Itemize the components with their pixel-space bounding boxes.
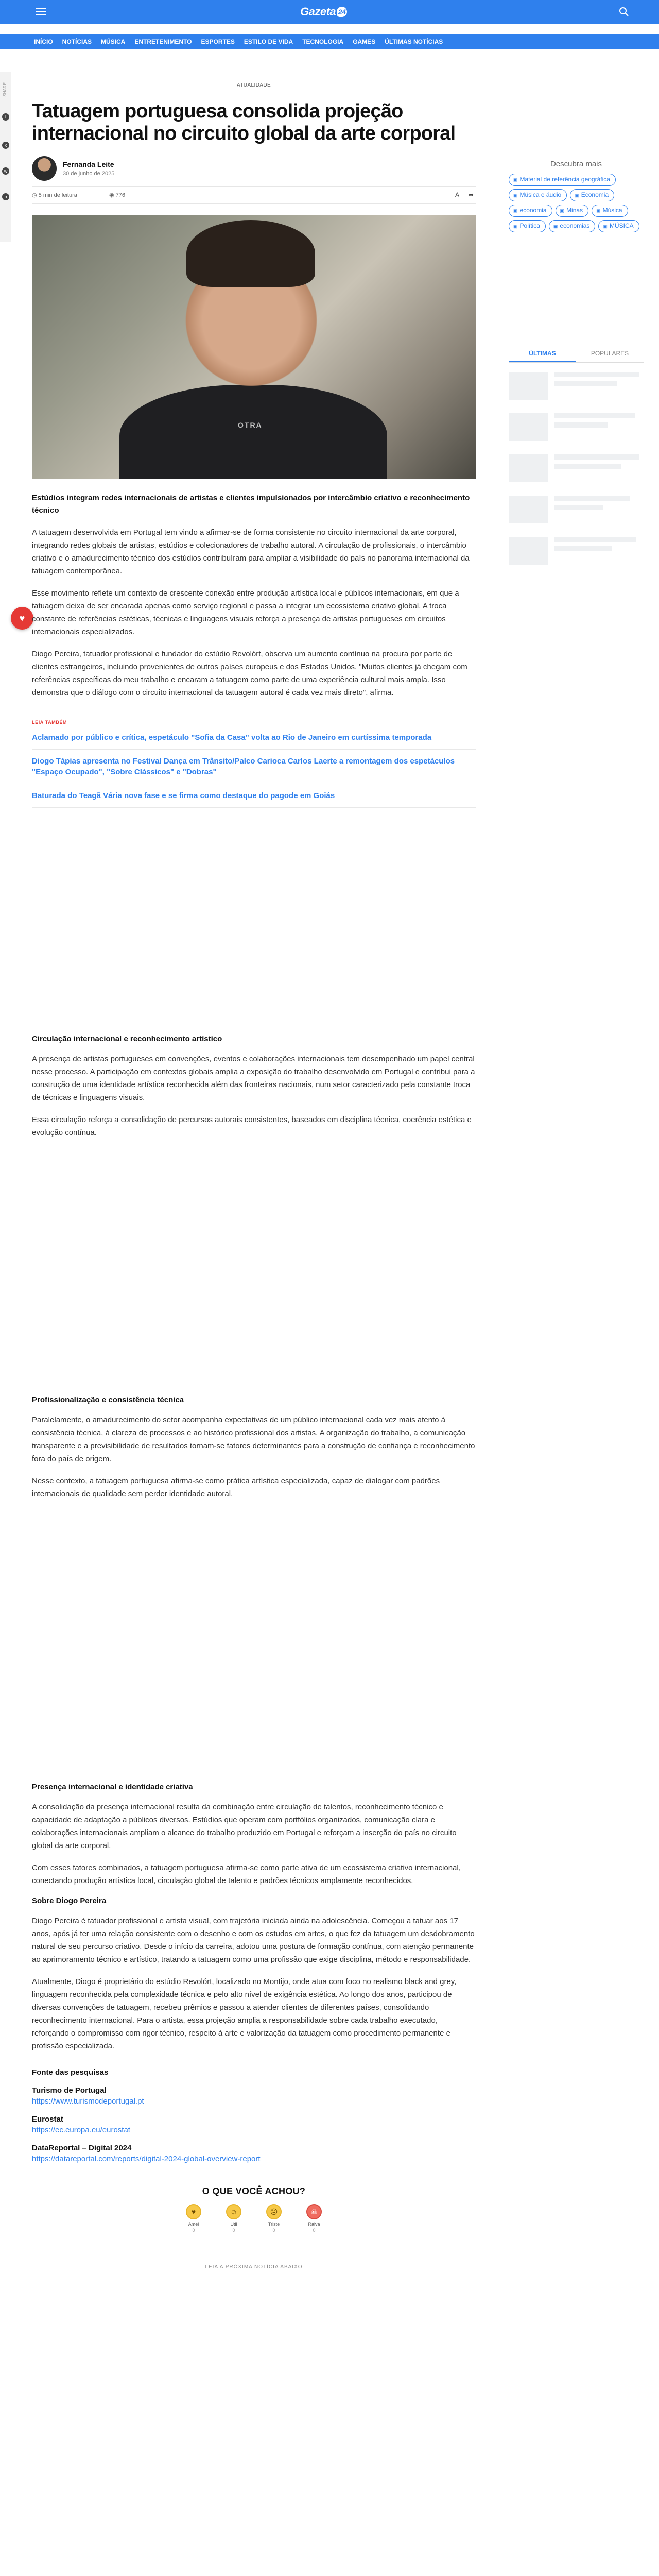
list-item-placeholder bbox=[509, 413, 644, 441]
sad-emoji-icon: ☹ bbox=[266, 2204, 282, 2219]
paragraph: A presença de artistas portugueses em convenções, eventos e colaborações internacionais tem desempenhado um papel central nesse processo. A participação em contextos globais amplia a exposição do trabalho desenvolvido em Portugal e contribui para a construção de uma identidade artística reconhecida além das fronteiras nacionais, num setor caracterizado pela constante troca de técnicas e linguagens visuais. bbox=[32, 1055, 475, 1102]
source-url[interactable]: https://www.turismodeportugal.pt bbox=[32, 2097, 144, 2106]
article-meta bbox=[32, 186, 476, 204]
topic-chip[interactable]: ▣ Economia bbox=[570, 189, 614, 201]
font-size-icon[interactable]: A bbox=[455, 191, 460, 198]
reaction-label: Raiva bbox=[308, 2222, 320, 2227]
topic-chip[interactable]: ▣ Política bbox=[509, 220, 546, 232]
publish-date: 30 de junho de 2025 bbox=[63, 171, 115, 177]
nav-tecnologia[interactable]: TECNOLOGIA bbox=[302, 38, 344, 45]
list-item-placeholder bbox=[509, 537, 644, 565]
author-name[interactable]: Fernanda Leite bbox=[63, 160, 114, 168]
next-article-divider bbox=[32, 2262, 476, 2272]
sidebar bbox=[509, 103, 644, 578]
reactions bbox=[32, 2204, 476, 2233]
facebook-icon[interactable]: f bbox=[2, 113, 9, 121]
list-item-placeholder bbox=[509, 496, 644, 523]
reaction-label: Triste bbox=[268, 2222, 280, 2227]
paragraph: Esse movimento reflete um contexto de crescente conexão entre produção artística local e públicos internacionais, em que a tatuagem deixa de ser encarada apenas como serviço regional e passa a integrar um ecossistema criativo global. A troca constante de referências estéticas, técnicas e linguagens visuais reforça a presença de artistas portugueses em circuitos internacionais especializados. bbox=[32, 589, 459, 636]
related-label: LEIA TAMBÉM bbox=[32, 720, 67, 725]
top-header bbox=[0, 0, 659, 24]
topic-chip[interactable]: ▣ Material de referência geográfica bbox=[509, 174, 616, 186]
topic-chip[interactable]: ▣ Minas bbox=[556, 205, 589, 217]
hamburger-menu-icon[interactable] bbox=[36, 6, 48, 18]
sidebar-list-loading bbox=[509, 372, 644, 565]
share-icon[interactable]: ➦ bbox=[469, 191, 474, 198]
tab-latest[interactable]: ÚLTIMAS bbox=[509, 346, 576, 362]
tab-popular[interactable]: POPULARES bbox=[591, 350, 629, 357]
related-link[interactable]: Aclamado por público e crítica, espetáculo "Sofia da Casa" volta ao Rio de Janeiro em curtíssima temporada bbox=[32, 732, 476, 750]
source-name: Turismo de Portugal bbox=[32, 2086, 107, 2095]
topics-title: Descubra mais bbox=[550, 160, 602, 168]
clock-icon: ◷ bbox=[32, 192, 39, 198]
paragraph: Diogo Pereira, tatuador profissional e fundador do estúdio Revolórt, observa um aumento contínuo na procura por parte de clientes estrangeiros, incluindo provenientes de outros países europeus e dos Estados Unidos. "Muitos clientes já chegam com referências específicas do meu trabalho e encaram a tatuagem como parte de uma experiência cultural mais ampla. Isso demonstra que o diálogo com o circuito internacional da tatuagem autoral é cada vez mais direto", afirma. bbox=[32, 650, 467, 697]
section-heading: Presença internacional e identidade criativa bbox=[32, 1783, 193, 1791]
article-title: Tatuagem portuguesa consolida projeção internacional no circuito global da arte corporal bbox=[32, 100, 456, 144]
reaction-count: 0 bbox=[272, 2228, 275, 2233]
sidebar-tabs bbox=[509, 346, 644, 363]
topic-chip[interactable]: ▣ Música bbox=[592, 205, 628, 217]
sources bbox=[32, 2068, 476, 2163]
related-link[interactable]: Diogo Tápias apresenta no Festival Dança em Trânsito/Palco Carioca Carlos Laerte a remontagem dos espetáculos "Espaço Ocupado", "Sobre Clássicos" e "Dobras" bbox=[32, 756, 476, 784]
reaction-count: 0 bbox=[192, 2228, 195, 2233]
reaction-label: Amei bbox=[188, 2222, 199, 2227]
hero-shirt bbox=[119, 385, 387, 479]
x-icon[interactable]: x bbox=[2, 142, 9, 149]
nav-musica[interactable]: MÚSICA bbox=[101, 38, 126, 45]
topic-chips bbox=[509, 174, 644, 232]
search-icon[interactable] bbox=[619, 7, 629, 17]
section-heading: Profissionalização e consistência técnica bbox=[32, 1396, 184, 1404]
reaction-label: Util bbox=[230, 2222, 237, 2227]
topic-chip[interactable]: ▣ MÚSICA bbox=[598, 220, 639, 232]
share-label: SHARE bbox=[3, 82, 7, 97]
ad-space bbox=[32, 1500, 476, 1768]
paragraph: Essa circulação reforça a consolidação de percursos autorais consistentes, baseados em disciplina técnica, coerência estética e evolução contínua. bbox=[32, 1115, 472, 1137]
reactions-title: O QUE VOCÊ ACHOU? bbox=[202, 2186, 306, 2196]
ad-space bbox=[32, 1139, 476, 1381]
love-emoji-icon: ♥ bbox=[186, 2204, 201, 2219]
eye-icon: ◉ bbox=[109, 192, 116, 198]
share-rail bbox=[0, 72, 11, 242]
save-fab-button[interactable] bbox=[11, 607, 33, 630]
section-heading: Sobre Diogo Pereira bbox=[32, 1896, 107, 1905]
smile-emoji-icon: ☺ bbox=[226, 2204, 241, 2219]
hero-shirt-text: OTRA bbox=[238, 421, 263, 429]
paragraph: A consolidação da presença internacional resulta da combinação entre circulação de talentos, reconhecimento técnico e capacidade de adaptação a públicos diversos. Estúdios que operam com portfólios organizados, comunicação clara e colaborações internacionais ampliam o alcance do trabalho produzido em Portugal e reforçam a inserção do país no circuito global da arte corporal. bbox=[32, 1803, 457, 1850]
related-link[interactable]: Baturada do Teagã Vária nova fase e se firma como destaque do pagode em Goiás bbox=[32, 790, 476, 808]
main-nav bbox=[0, 34, 659, 49]
read-time-text: 5 min de leitura bbox=[38, 192, 77, 198]
reaction-angry[interactable] bbox=[304, 2204, 324, 2233]
whatsapp-icon[interactable]: w bbox=[2, 167, 9, 175]
reaction-count: 0 bbox=[232, 2228, 235, 2233]
nav-esportes[interactable]: ESPORTES bbox=[201, 38, 235, 45]
bookmark-icon[interactable]: b bbox=[2, 193, 9, 200]
nav-games[interactable]: GAMES bbox=[353, 38, 376, 45]
list-item-placeholder bbox=[509, 454, 644, 482]
reaction-useful[interactable] bbox=[223, 2204, 244, 2233]
author-avatar[interactable] bbox=[32, 156, 57, 181]
nav-ultimas-noticias[interactable]: ÚLTIMAS NOTÍCIAS bbox=[385, 38, 443, 45]
nav-estilo-de-vida[interactable]: ESTILO DE VIDA bbox=[244, 38, 293, 45]
sources-title: Fonte das pesquisas bbox=[32, 2068, 109, 2077]
source-name: Eurostat bbox=[32, 2115, 63, 2124]
topic-chip[interactable]: ▣ economias bbox=[549, 220, 596, 232]
paragraph: Nesse contexto, a tatuagem portuguesa afirma-se como prática artística especializada, capaz de dialogar com padrões internacionais de qualidade sem perder identidade autoral. bbox=[32, 1477, 440, 1498]
reaction-count: 0 bbox=[313, 2228, 316, 2233]
site-logo[interactable] bbox=[300, 5, 360, 19]
paragraph: Atualmente, Diogo é proprietário do estúdio Revolórt, localizado no Montijo, onde atua com foco no realismo black and grey, linguagem reconhecida pela complexidade técnica e pelo alto nível de exigência estética. Ao longo dos anos, participou de diversas convenções de tatuagem, recebeu prêmios e passou a atender clientes de diferentes países, consolidando reconhecimento internacional. Para o artista, essa projeção amplia a responsabilidade sobre cada trabalho executado, reforçando o compromisso com rigor técnico, respeito à arte e valorização da tatuagem como procedimento permanente e profissão especializada. bbox=[32, 1977, 457, 2050]
hero-hair bbox=[186, 220, 315, 287]
logo-mark: 24 bbox=[337, 7, 347, 17]
view-count-text: 776 bbox=[115, 192, 126, 198]
paragraph: Diogo Pereira é tatuador profissional e artista visual, com trajetória iniciada ainda na adolescência. Começou a tatuar aos 17 anos, após já ter uma relação consistente com o desenho e com os estudos em artes, o que fez da tatuagem um desdobramento natural de seu percurso criativo. Desde o início da carreira, adotou uma postura de formação contínua, com atenção permanente ao aprimoramento técnico e artístico, tratando a tatuagem como uma profissão que exige disciplina, método e responsabilidade. bbox=[32, 1917, 475, 1964]
read-time bbox=[32, 192, 77, 198]
reaction-love[interactable] bbox=[183, 2204, 204, 2233]
nav-inicio[interactable]: INÍCIO bbox=[34, 38, 53, 45]
angry-emoji-icon: ☠ bbox=[306, 2204, 322, 2219]
ad-space bbox=[32, 814, 476, 1020]
nav-entretenimento[interactable]: ENTRETENIMENTO bbox=[134, 38, 192, 45]
logo-text: Gazeta bbox=[300, 5, 336, 18]
paragraph: Com esses fatores combinados, a tatuagem portuguesa afirma-se como parte ativa de um ecossistema criativo internacional, conectando produção artística local, circulação global de talento e padrões técnicos amplamente reconhecidos. bbox=[32, 1863, 461, 1885]
view-count bbox=[109, 192, 125, 198]
section-heading: Circulação internacional e reconhecimento artístico bbox=[32, 1035, 222, 1043]
topic-chip[interactable]: ▣ Música e áudio bbox=[509, 189, 567, 201]
hero-image bbox=[32, 215, 476, 479]
article-lead: Estúdios integram redes internacionais de artistas e clientes impulsionados por intercâmbio criativo e reconhecimento técnico bbox=[32, 494, 470, 515]
paragraph: A tatuagem desenvolvida em Portugal tem vindo a afirmar-se de forma consistente no circuito internacional da arte corporal, integrando redes globais de artistas, estúdios e colecionadores de trabalho autoral. A circulação de profissionais, o intercâmbio criativo e o amadurecimento técnico dos estúdios contribuíram para ampliar a visibilidade do país no panorama internacional da tatuagem contemporânea. bbox=[32, 528, 470, 575]
article bbox=[32, 82, 476, 2272]
next-article-link[interactable]: LEIA A PRÓXIMA NOTÍCIA ABAIXO bbox=[200, 2264, 307, 2270]
reaction-sad[interactable] bbox=[264, 2204, 284, 2233]
topic-chip[interactable]: ▣ economia bbox=[509, 205, 552, 217]
heart-icon: ♥ bbox=[19, 613, 25, 623]
paragraph: Paralelamente, o amadurecimento do setor acompanha expectativas de um público internacional cada vez mais atento à consistência técnica, à clareza de processos e ao histórico profissional dos artistas. A organização do trabalho, a comunicação transparente e a previsibilidade de resultados tornam-se fatores determinantes para a construção de confiança e reconhecimento fora do país de origem. bbox=[32, 1416, 475, 1463]
list-item-placeholder bbox=[509, 372, 644, 400]
related-links bbox=[32, 720, 476, 808]
source-name: DataReportal – Digital 2024 bbox=[32, 2144, 132, 2153]
article-kicker[interactable]: ATUALIDADE bbox=[236, 82, 271, 88]
nav-noticias[interactable]: NOTÍCIAS bbox=[62, 38, 92, 45]
source-url[interactable]: https://ec.europa.eu/eurostat bbox=[32, 2126, 130, 2134]
source-url[interactable]: https://datareportal.com/reports/digital-2024-global-overview-report bbox=[32, 2155, 261, 2163]
article-actions bbox=[455, 191, 476, 198]
byline bbox=[32, 156, 476, 182]
